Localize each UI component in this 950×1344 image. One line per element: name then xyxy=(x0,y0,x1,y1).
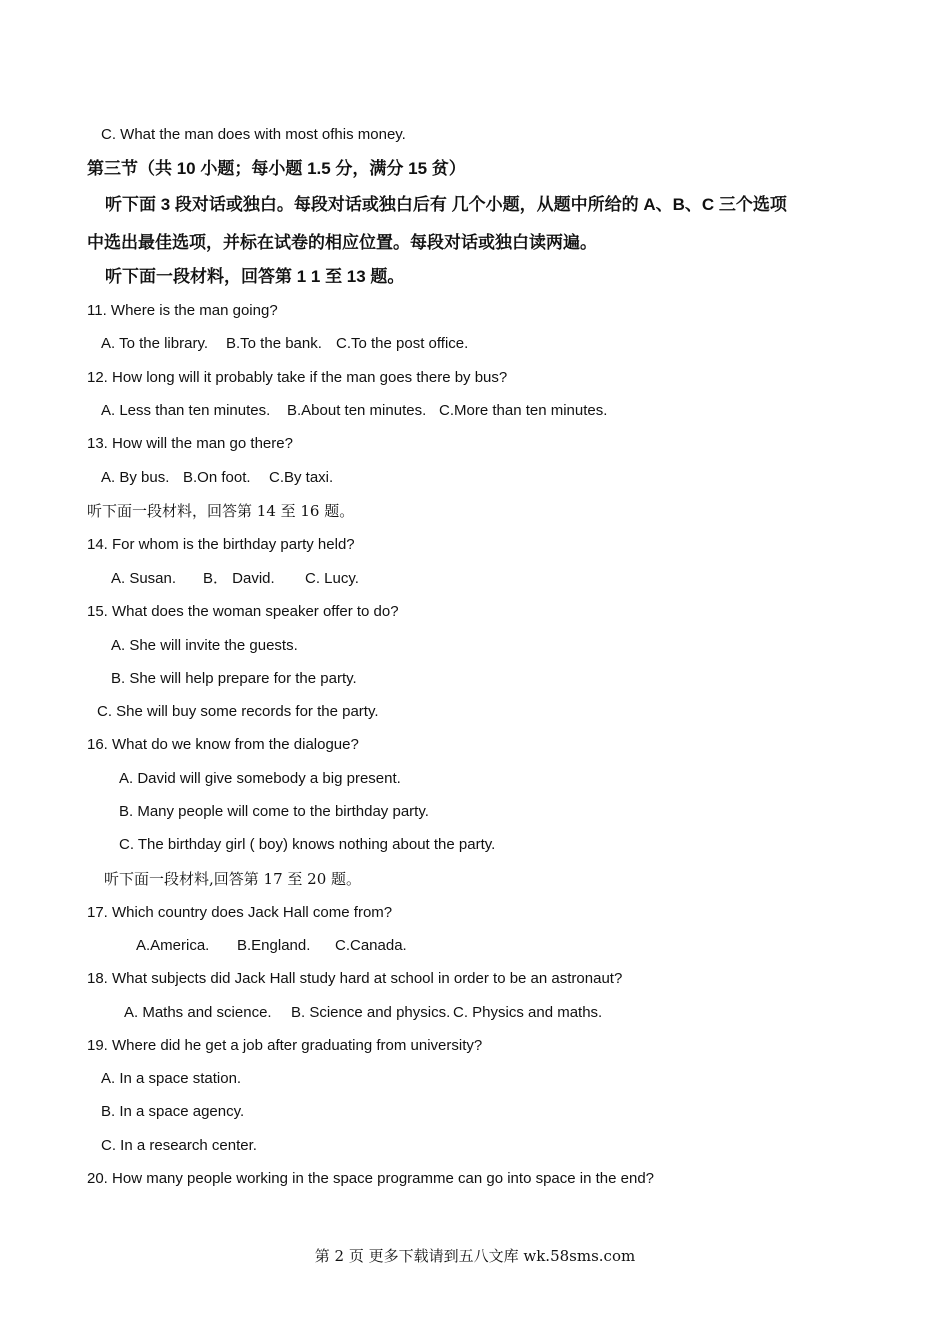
option-b: B.About ten minutes. xyxy=(287,402,427,419)
page-footer: 第 2 页 更多下载请到五八文库 wk.58sms.com xyxy=(314,1247,636,1265)
instruction-line: 中选出最佳选项，并标在试卷的相应位置。每段对话或独白读两遍。 xyxy=(87,233,597,252)
option-row xyxy=(136,936,407,956)
option-c: C. In a research center. xyxy=(101,1137,257,1154)
option-line: C. What the man does with most ofhis money. xyxy=(101,126,406,143)
option-a: A.America. xyxy=(136,937,210,954)
question-text: 20. How many people working in the space programme can go into space in the end? xyxy=(87,1170,655,1187)
option-c: C. She will buy some records for the party. xyxy=(97,703,379,720)
option-c: C.To the post office. xyxy=(336,335,469,352)
option-row xyxy=(101,468,333,488)
question-text: 13. How will the man go there? xyxy=(87,435,293,452)
option-row xyxy=(101,401,607,421)
option-a: A. In a space station. xyxy=(101,1070,242,1087)
option-a: A. Maths and science. xyxy=(124,1004,272,1021)
question-text: 19. Where did he get a job after graduating from university? xyxy=(87,1037,483,1054)
option-c: C.By taxi. xyxy=(269,469,334,486)
option-c: C. Lucy. xyxy=(305,570,359,587)
question-text: 12. How long will it probably take if the man goes there by bus? xyxy=(87,369,508,386)
option-c: C.Canada. xyxy=(335,937,407,954)
section-title: 第三节（共 10 小题；每小题 1.5 分，满分 15 贫） xyxy=(87,159,466,178)
option-a: A. Less than ten minutes. xyxy=(101,402,271,419)
question-text: 15. What does the woman speaker offer to do? xyxy=(87,603,399,620)
option-b: B.England. xyxy=(237,937,311,954)
question-text: 16. What do we know from the dialogue? xyxy=(87,736,359,753)
option-b: B. She will help prepare for the party. xyxy=(111,670,357,687)
option-b: B.On foot. xyxy=(183,469,251,486)
instruction-line: 听下面 3 段对话或独白。每段对话或独白后有 几个小题，从题中所给的 A、B、C 三个选项 xyxy=(105,195,787,214)
option-a: A. By bus. xyxy=(101,469,170,486)
option-a: A. David will give somebody a big present. xyxy=(119,770,401,787)
material-intro: 听下面一段材料，回答第 1 1 至 13 题。 xyxy=(105,267,405,286)
option-b: B. Many people will come to the birthday party. xyxy=(119,803,429,820)
question-text: 18. What subjects did Jack Hall study hard at school in order to be an astronaut? xyxy=(87,970,623,987)
question-text: 14. For whom is the birthday party held? xyxy=(87,536,355,553)
material-intro: 听下面一段材料，回答第 14 至 16 题。 xyxy=(87,502,355,520)
option-b: B. In a space agency. xyxy=(101,1103,245,1120)
option-a: A. Susan. xyxy=(111,570,177,587)
option-a: A. To the library. xyxy=(101,335,208,352)
option-row xyxy=(111,569,359,589)
option-b: B.To the bank. xyxy=(226,335,322,352)
option-b: B. Science and physics. xyxy=(291,1004,451,1021)
material-intro: 听下面一段材料,回答第 17 至 20 题。 xyxy=(104,870,362,888)
question-text: 11. Where is the man going? xyxy=(87,302,278,319)
option-row xyxy=(124,1003,602,1023)
question-text: 17. Which country does Jack Hall come from? xyxy=(87,904,393,921)
option-b: B． David. xyxy=(203,570,275,587)
option-c: C.More than ten minutes. xyxy=(439,402,608,419)
option-a: A. She will invite the guests. xyxy=(111,637,298,654)
option-row xyxy=(101,334,468,354)
option-c: C. Physics and maths. xyxy=(453,1004,603,1021)
option-c: C. The birthday girl ( boy) knows nothing about the party. xyxy=(119,836,496,853)
